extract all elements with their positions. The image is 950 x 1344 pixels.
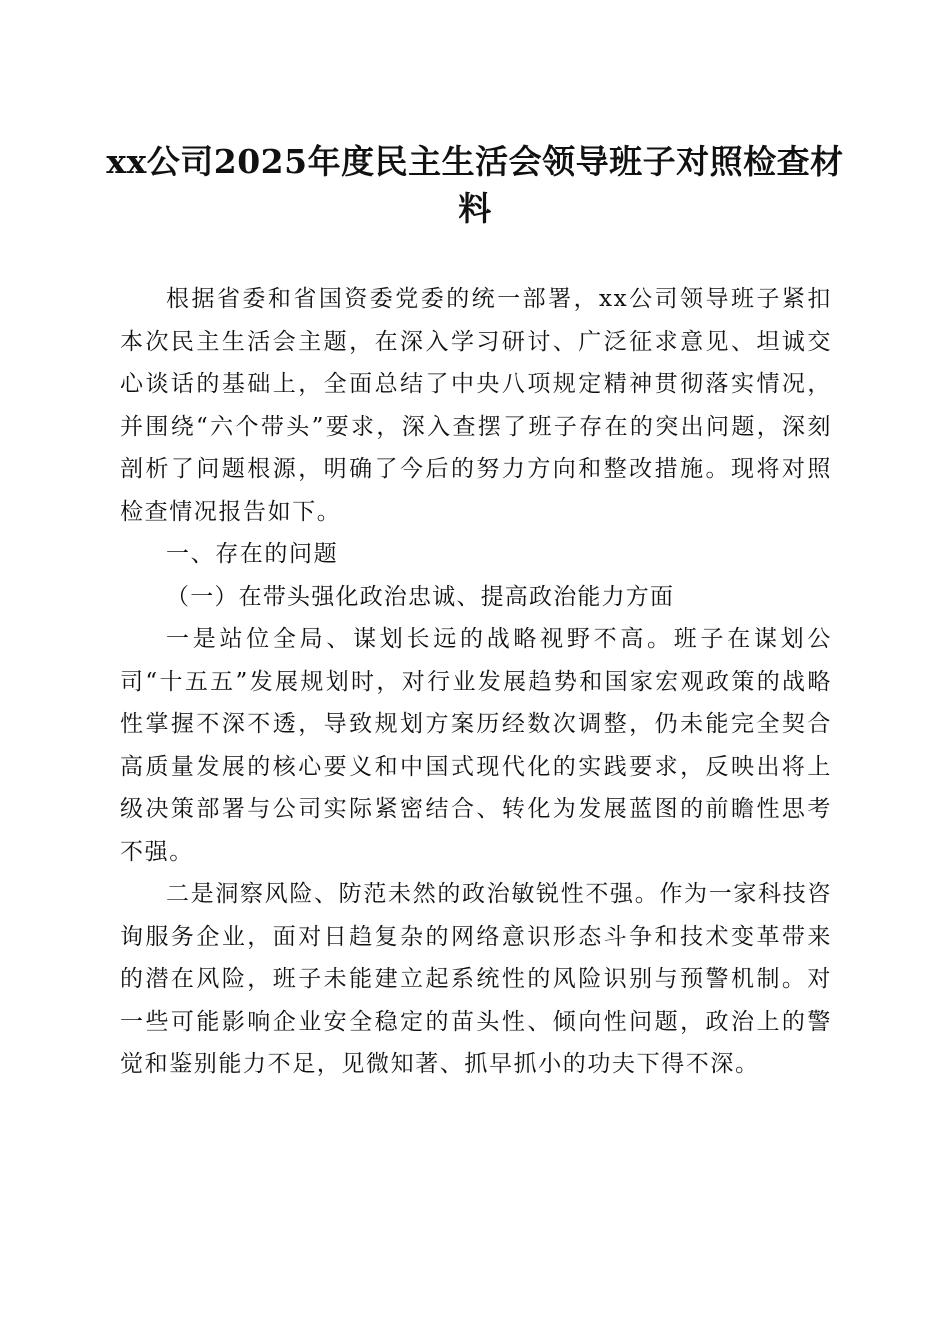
problem-1-lead: 一是站位全局、谋划长远的战略视野不高。	[166, 626, 674, 652]
problem-1-text: 班子在谋划公司“十五五”发展规划时，对行业发展趋势和国家宏观政策的战略性掌握不深不透，导致规划方案历经数次调整，仍未能完全契合高质量发展的核心要义和中国式现代化的实践要求，反映出将上级决策部署与公司实际紧密结合、转化为发展蓝图的前瞻性思考不强。	[120, 626, 832, 865]
problem-paragraph-1	[120, 618, 832, 873]
problem-2-lead: 二是洞察风险、防范未然的政治敏锐性不强。	[166, 881, 660, 907]
subsection-heading-political-loyalty: （一）在带头强化政治忠诚、提高政治能力方面	[166, 583, 675, 610]
document-title: xx公司2025年度民主生活会领导班子对照检查材料	[106, 142, 844, 228]
section-heading-problems: 一、存在的问题	[166, 541, 339, 567]
document-body	[120, 278, 832, 1086]
problem-paragraph-2	[120, 873, 832, 1086]
problem-2-text: 作为一家科技咨询服务企业，面对日趋复杂的网络意识形态斗争和技术变革带来的潜在风险，班子未能建立起系统性的风险识别与预警机制。对一些可能影响企业安全稳定的苗头性、倾向性问题，政治上的警觉和鉴别能力不足，见微知著、抓早抓小的功夫下得不深。	[120, 881, 833, 1077]
intro-paragraph: 根据省委和省国资委党委的统一部署，xx公司领导班子紧扣本次民主生活会主题，在深入学习研讨、广泛征求意见、坦诚交心谈话的基础上，全面总结了中央八项规定精神贯彻落实情况，并围绕“六个带头”要求，深入查摆了班子存在的突出问题，深刻剖析了问题根源，明确了今后的努力方向和整改措施。现将对照检查情况报告如下。	[120, 286, 832, 525]
